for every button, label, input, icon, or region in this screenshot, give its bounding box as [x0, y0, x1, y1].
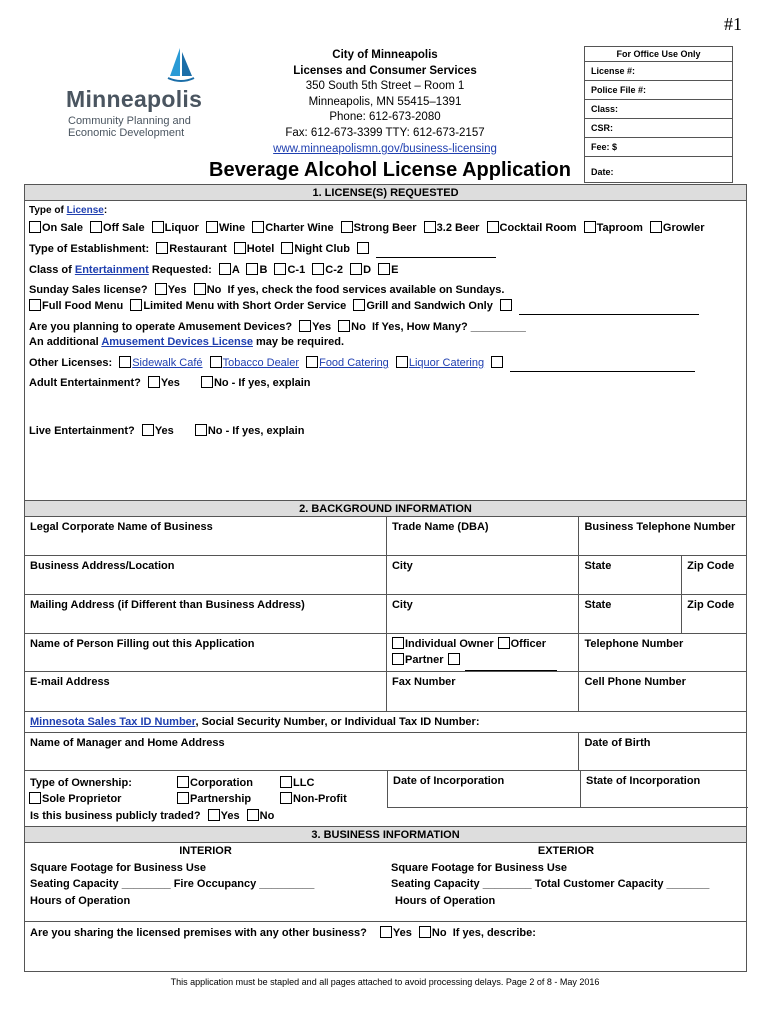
- sailboat-icon: [166, 46, 196, 86]
- checkbox-full-food[interactable]: [29, 299, 41, 311]
- field-business-address[interactable]: Business Address/Location: [30, 560, 175, 572]
- checkbox-public-no[interactable]: [247, 809, 259, 821]
- label-restaurant: Restaurant: [169, 243, 227, 255]
- logo-sub-line1: Community Planning and: [68, 115, 191, 127]
- field-telephone[interactable]: Telephone Number: [578, 634, 746, 671]
- label-limited-menu: Limited Menu with Short Order Service: [143, 300, 347, 312]
- label-liquor: Liquor: [164, 222, 199, 234]
- office-csr-field[interactable]: CSR:: [585, 118, 732, 137]
- ownership-block: [25, 771, 746, 827]
- checkbox-sunday-yes[interactable]: [155, 283, 167, 295]
- class-label: Class of: [29, 264, 75, 276]
- label-off-sale: Off Sale: [103, 222, 145, 234]
- ownership-cell: [25, 771, 387, 806]
- checkbox-limited-menu[interactable]: [130, 299, 142, 311]
- checkbox-restaurant[interactable]: [156, 242, 168, 254]
- checkbox-live-yes[interactable]: [142, 424, 154, 436]
- label-grill-sandwich: Grill and Sandwich Only: [366, 300, 493, 312]
- establishment-row: [29, 242, 496, 258]
- section3-header: 3. BUSINESS INFORMATION: [25, 827, 746, 843]
- filler-role-cell: [386, 634, 578, 671]
- label-officer: Officer: [510, 638, 547, 650]
- logo-sub-line2: Economic Development: [68, 127, 185, 139]
- publicly-traded-label: Is this business publicly traded?: [30, 810, 201, 822]
- label-llc: LLC: [293, 777, 315, 789]
- label-class-e: E: [391, 264, 399, 276]
- checkbox-llc[interactable]: [280, 776, 292, 788]
- checkbox-officer[interactable]: [498, 637, 510, 649]
- header-address: [260, 48, 510, 157]
- row-legal-name: [25, 517, 746, 556]
- field-business-phone[interactable]: Business Telephone Number: [578, 517, 746, 555]
- checkbox-amusement-no[interactable]: [338, 320, 350, 332]
- office-fee-field[interactable]: Fee: $: [585, 137, 732, 156]
- checkbox-adult-yes[interactable]: [148, 376, 160, 388]
- row-manager: [25, 733, 746, 771]
- street-address: 350 South 5th Street – Room 1: [305, 80, 465, 93]
- other-license-field[interactable]: [510, 359, 695, 372]
- page-number: #1: [724, 14, 742, 34]
- interior-heading: INTERIOR: [179, 845, 232, 857]
- field-business-state[interactable]: State: [578, 556, 681, 594]
- label-class-d: D: [363, 264, 372, 276]
- tobacco-dealer-link[interactable]: Tobacco Dealer: [222, 357, 300, 369]
- label-wine: Wine: [218, 222, 246, 234]
- tax-id-label: , Social Security Number, or Individual Tax ID Number:: [195, 716, 480, 728]
- row-email: [25, 672, 746, 712]
- department-name: Licenses and Consumer Services: [293, 64, 477, 77]
- label-live-yes: Yes: [154, 425, 174, 437]
- sidewalk-cafe-link[interactable]: Sidewalk Café: [132, 357, 203, 369]
- field-incorporation-state[interactable]: State of Incorporation: [580, 771, 748, 808]
- section1-header: 1. LICENSE(S) REQUESTED: [25, 185, 746, 201]
- website-link[interactable]: www.minneapolismn.gov/business-licensing: [273, 142, 497, 155]
- checkbox-grill-sandwich[interactable]: [353, 299, 365, 311]
- checkbox-establishment-other[interactable]: [357, 242, 369, 254]
- checkbox-adult-no[interactable]: [201, 376, 213, 388]
- license-types-row: [29, 221, 705, 234]
- publicly-traded-row: [30, 809, 274, 822]
- amusement-note-a: An additional: [29, 336, 102, 348]
- checkbox-share-no[interactable]: [419, 926, 431, 938]
- checkbox-strong-beer[interactable]: [341, 221, 353, 233]
- field-filler-name[interactable]: Name of Person Filling out this Application: [30, 638, 255, 650]
- field-business-zip[interactable]: Zip Code: [681, 556, 746, 594]
- checkbox-3-2-beer[interactable]: [424, 221, 436, 233]
- checkbox-class-c1[interactable]: [274, 263, 286, 275]
- label-strong-beer: Strong Beer: [353, 222, 417, 234]
- label-class-a: A: [231, 264, 240, 276]
- label-sunday-no: No: [206, 284, 222, 296]
- page-title: Beverage Alcohol License Application: [209, 159, 571, 181]
- section2-header: 2. BACKGROUND INFORMATION: [25, 501, 746, 517]
- checkbox-non-profit[interactable]: [280, 792, 292, 804]
- checkbox-sidewalk-cafe[interactable]: [119, 356, 131, 368]
- sunday-label: Sunday Sales license?: [29, 284, 148, 296]
- row-filler: [25, 634, 746, 672]
- sunday-row: [29, 283, 504, 296]
- phone-line: Phone: 612-673-2080: [329, 111, 441, 124]
- application-form: [24, 184, 747, 972]
- checkbox-partnership[interactable]: [177, 792, 189, 804]
- interior-capacity[interactable]: Seating Capacity ________ Fire Occupancy _________: [30, 878, 315, 890]
- label-share-yes: Yes: [392, 927, 412, 939]
- field-business-city[interactable]: City: [386, 556, 578, 594]
- checkbox-other-license[interactable]: [491, 356, 503, 368]
- label-growler: Growler: [662, 222, 705, 234]
- row-tax-id: [25, 712, 746, 733]
- checkbox-night-club[interactable]: [281, 242, 293, 254]
- city-name: City of Minneapolis: [332, 49, 438, 61]
- checkbox-charter-wine[interactable]: [252, 221, 264, 233]
- label-sole-proprietor: Sole Proprietor: [42, 793, 122, 805]
- label-share-no: No: [431, 927, 447, 939]
- logo-wordmark: Minneapolis: [66, 86, 203, 112]
- field-manager[interactable]: Name of Manager and Home Address: [30, 737, 225, 749]
- label-public-yes: Yes: [220, 810, 240, 822]
- interior-sqft[interactable]: Square Footage for Business Use: [30, 861, 207, 874]
- exterior-sqft[interactable]: Square Footage for Business Use: [391, 861, 568, 874]
- adult-entertainment-label: Adult Entertainment?: [29, 377, 141, 389]
- checkbox-partner[interactable]: [392, 653, 404, 665]
- sharing-describe-label: If yes, describe:: [452, 927, 536, 939]
- field-cell-phone[interactable]: Cell Phone Number: [578, 672, 746, 711]
- sharing-row: [25, 922, 746, 972]
- checkbox-on-sale[interactable]: [29, 221, 41, 233]
- label-corporation: Corporation: [190, 777, 253, 789]
- city-state-zip: Minneapolis, MN 55415–1391: [308, 95, 462, 108]
- checkbox-liquor-catering[interactable]: [396, 356, 408, 368]
- label-public-no: No: [259, 810, 275, 822]
- office-heading: For Office Use Only: [616, 49, 701, 59]
- amusement-note-row: [29, 336, 344, 348]
- office-use-box: [584, 46, 733, 183]
- sales-tax-link[interactable]: Minnesota Sales Tax ID Number: [30, 716, 196, 728]
- other-licenses-label: Other Licenses:: [29, 357, 113, 369]
- food-other-field[interactable]: [519, 302, 699, 315]
- section1-body: [25, 201, 746, 501]
- checkbox-food-other[interactable]: [500, 299, 512, 311]
- label-individual-owner: Individual Owner: [404, 638, 494, 650]
- field-incorporation-date[interactable]: Date of Incorporation: [387, 771, 580, 808]
- exterior-column: [386, 843, 746, 921]
- label-class-c1: C-1: [287, 264, 306, 276]
- other-licenses-row: [29, 356, 695, 372]
- liquor-catering-link[interactable]: Liquor Catering: [408, 357, 485, 369]
- field-trade-name[interactable]: Trade Name (DBA): [386, 517, 578, 555]
- field-mailing-zip[interactable]: Zip Code: [681, 595, 746, 633]
- field-mailing-address[interactable]: Mailing Address (if Different than Business Address): [30, 599, 305, 611]
- label-charter-wine: Charter Wine: [265, 222, 334, 234]
- amusement-question: Are you planning to operate Amusement Devices?: [29, 321, 293, 333]
- field-fax[interactable]: Fax Number: [386, 672, 578, 711]
- logo-subtitle: [68, 115, 191, 139]
- interior-hours[interactable]: Hours of Operation: [30, 894, 131, 907]
- checkbox-hotel[interactable]: [234, 242, 246, 254]
- checkbox-public-yes[interactable]: [208, 809, 220, 821]
- label-night-club: Night Club: [294, 243, 350, 255]
- field-email[interactable]: E-mail Address: [30, 676, 110, 688]
- checkbox-wine[interactable]: [206, 221, 218, 233]
- checkbox-taproom[interactable]: [584, 221, 596, 233]
- amusement-row: [29, 320, 526, 333]
- live-entertainment-row: [29, 424, 304, 437]
- label-partnership: Partnership: [190, 793, 252, 805]
- label-non-profit: Non-Profit: [293, 793, 347, 805]
- label-full-food: Full Food Menu: [42, 300, 124, 312]
- checkbox-individual-owner[interactable]: [392, 637, 404, 649]
- establishment-label: Type of Establishment:: [29, 243, 150, 255]
- minneapolis-logo: [66, 46, 206, 146]
- checkbox-class-a[interactable]: [219, 263, 231, 275]
- office-police-field[interactable]: Police File #:: [585, 80, 732, 99]
- field-tax-id[interactable]: [25, 712, 746, 732]
- adult-entertainment-row: [29, 376, 311, 389]
- license-link[interactable]: License: [66, 205, 104, 216]
- food-service-row: [29, 299, 699, 315]
- fax-tty-line: Fax: 612-673-3399 TTY: 612-673-2157: [285, 126, 485, 139]
- label-cocktail-room: Cocktail Room: [499, 222, 577, 234]
- establishment-other-field[interactable]: [376, 245, 496, 258]
- checkbox-class-d[interactable]: [350, 263, 362, 275]
- sharing-question: Are you sharing the licensed premises with any other business?: [30, 927, 367, 939]
- label-adult-yes: Yes: [160, 377, 180, 389]
- label-on-sale: On Sale: [42, 222, 83, 234]
- label-amusement-no: No: [351, 321, 366, 333]
- live-entertainment-label: Live Entertainment?: [29, 425, 135, 437]
- label-live-no: No - If yes, explain: [207, 425, 305, 437]
- office-license-field[interactable]: License #:: [585, 61, 732, 80]
- sunday-note: If yes, check the food services available on Sundays.: [227, 284, 505, 296]
- role-other-field[interactable]: [465, 654, 557, 671]
- checkbox-cocktail-room[interactable]: [487, 221, 499, 233]
- requested-label: Requested:: [148, 264, 212, 276]
- label-adult-no: No - If yes, explain: [213, 377, 311, 389]
- amusement-license-link[interactable]: Amusement Devices License: [101, 336, 253, 348]
- office-class-field[interactable]: Class:: [585, 99, 732, 118]
- checkbox-food-catering[interactable]: [306, 356, 318, 368]
- label-hotel: Hotel: [246, 243, 275, 255]
- checkbox-share-yes[interactable]: [380, 926, 392, 938]
- checkbox-role-other[interactable]: [448, 653, 460, 665]
- checkbox-amusement-yes[interactable]: [299, 320, 311, 332]
- label-class-c2: C-2: [325, 264, 344, 276]
- food-catering-link[interactable]: Food Catering: [319, 357, 389, 369]
- exterior-hours[interactable]: Hours of Operation: [395, 894, 496, 907]
- label-sunday-yes: Yes: [167, 284, 187, 296]
- checkbox-class-e[interactable]: [378, 263, 390, 275]
- ownership-label: Type of Ownership:: [30, 777, 132, 789]
- label-class-b: B: [259, 264, 268, 276]
- checkbox-sole-proprietor[interactable]: [29, 792, 41, 804]
- amusement-how-many: If Yes, How Many? _________: [371, 321, 526, 333]
- row-mailing-address: [25, 595, 746, 634]
- row-business-address: [25, 556, 746, 595]
- exterior-capacity[interactable]: Seating Capacity ________ Total Customer Capacity _______: [391, 878, 710, 890]
- interior-column: [25, 843, 386, 921]
- field-mailing-state[interactable]: State: [578, 595, 681, 633]
- checkbox-growler[interactable]: [650, 221, 662, 233]
- checkbox-off-sale[interactable]: [90, 221, 102, 233]
- checkbox-sunday-no[interactable]: [194, 283, 206, 295]
- label-partner: Partner: [404, 654, 444, 666]
- checkbox-class-b[interactable]: [246, 263, 258, 275]
- label-amusement-yes: Yes: [312, 321, 332, 333]
- class-row: [29, 263, 398, 276]
- business-info-block: [25, 843, 746, 922]
- checkbox-live-no[interactable]: [195, 424, 207, 436]
- field-mailing-city[interactable]: City: [386, 595, 578, 633]
- office-date-field[interactable]: Date:: [585, 156, 732, 182]
- checkbox-class-c2[interactable]: [312, 263, 324, 275]
- label-taproom: Taproom: [596, 222, 643, 234]
- entertainment-link[interactable]: Entertainment: [74, 264, 149, 276]
- checkbox-liquor[interactable]: [152, 221, 164, 233]
- field-dob[interactable]: Date of Birth: [578, 733, 746, 770]
- label-3-2-beer: 3.2 Beer: [436, 222, 480, 234]
- amusement-note-b: may be required.: [252, 336, 345, 348]
- license-type-label: Type of License:: [29, 205, 108, 216]
- type-of-text: Type of: [29, 205, 67, 216]
- exterior-heading: EXTERIOR: [537, 845, 595, 857]
- field-legal-name[interactable]: Legal Corporate Name of Business: [30, 521, 213, 533]
- page-footer: This application must be stapled and all pages attached to avoid processing delays. Page 2 of 8 - May 2016: [170, 977, 600, 987]
- checkbox-tobacco-dealer[interactable]: [210, 356, 222, 368]
- checkbox-corporation[interactable]: [177, 776, 189, 788]
